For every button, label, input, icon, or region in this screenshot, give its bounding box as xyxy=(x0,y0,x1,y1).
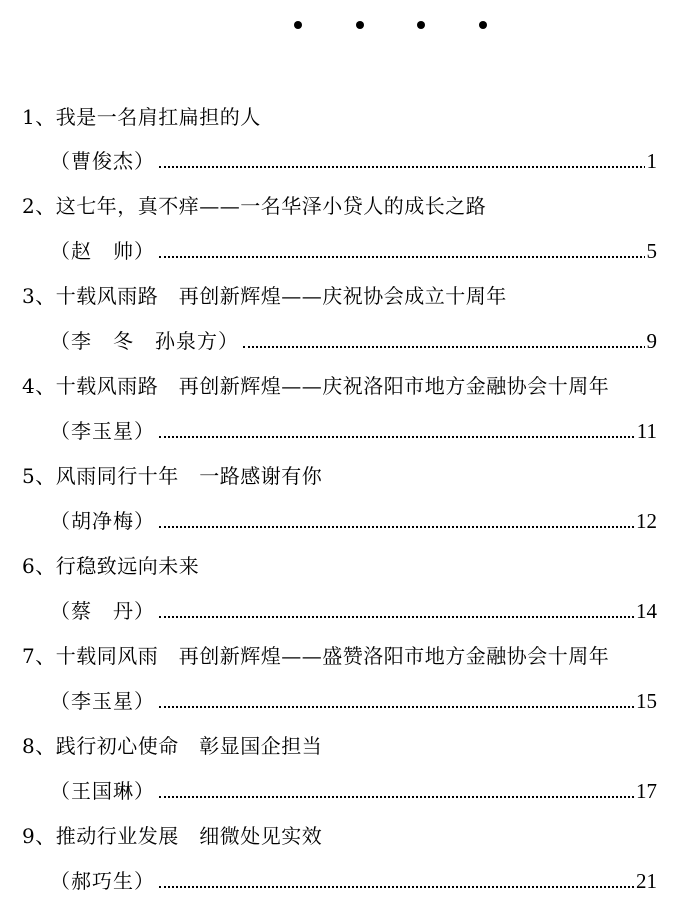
toc-entry-author-line[interactable] xyxy=(50,688,656,714)
toc-entry-title-text: 十载风雨路 再创新辉煌——庆祝洛阳市地方金融协会十周年 xyxy=(55,374,610,398)
toc-entry-author-line[interactable] xyxy=(50,328,656,354)
dot-leader xyxy=(159,615,654,618)
toc-entry-author: （李玉星） xyxy=(50,419,155,443)
toc-entry-number: 8、 xyxy=(22,734,56,758)
toc-entry-title[interactable] xyxy=(22,193,486,219)
toc-entry-title[interactable] xyxy=(22,463,322,489)
dot-leader xyxy=(159,525,654,528)
toc-entry-author-line[interactable] xyxy=(50,868,656,894)
toc-entry-author-line[interactable] xyxy=(50,148,656,174)
toc-entry-number: 9、 xyxy=(22,824,56,848)
toc-entry-author-line[interactable] xyxy=(50,418,656,444)
toc-entry-title[interactable] xyxy=(22,643,609,669)
toc-entry-title[interactable] xyxy=(22,823,322,849)
toc-entry-author-line[interactable] xyxy=(50,508,656,534)
toc-page-number: 9 xyxy=(646,329,657,353)
toc-entry-number: 2、 xyxy=(22,194,56,218)
toc-entry-title[interactable] xyxy=(22,104,261,130)
dot-leader xyxy=(159,255,654,258)
toc-entry-title[interactable] xyxy=(22,283,507,309)
dot-leader xyxy=(159,165,654,168)
toc-entry-author: （胡净梅） xyxy=(50,509,155,533)
toc-entry-author: （赵 帅） xyxy=(50,239,155,263)
toc-entry-number: 6、 xyxy=(22,554,56,578)
dot-leader xyxy=(243,345,654,348)
toc-page-number: 17 xyxy=(636,779,657,803)
toc-entry-author: （蔡 丹） xyxy=(50,599,155,623)
toc-entry-title[interactable] xyxy=(22,733,322,759)
bullet-dot-2 xyxy=(356,21,364,29)
dot-leader xyxy=(159,435,654,438)
bullet-dot-1 xyxy=(294,21,302,29)
toc-entry-author-line[interactable] xyxy=(50,778,656,804)
dot-leader xyxy=(159,705,654,708)
toc-entry-number: 4、 xyxy=(22,374,56,398)
toc-page-number: 12 xyxy=(636,509,657,533)
toc-entry-author-line[interactable] xyxy=(50,238,656,264)
toc-entry-number: 1、 xyxy=(22,105,56,129)
toc-entry-title-text: 我是一名肩扛扁担的人 xyxy=(55,105,261,129)
toc-entry-title-text: 风雨同行十年 一路感谢有你 xyxy=(55,464,323,488)
toc-entry-number: 5、 xyxy=(22,464,56,488)
toc-entry-title[interactable] xyxy=(22,373,609,399)
toc-entry-title-text: 行稳致远向未来 xyxy=(55,554,200,578)
toc-entry-title-text: 践行初心使命 彰显国企担当 xyxy=(55,734,323,758)
header-decoration xyxy=(0,14,700,38)
dot-leader xyxy=(159,885,654,888)
toc-page-number: 1 xyxy=(646,149,657,173)
toc-entry-author-line[interactable] xyxy=(50,598,656,624)
toc-entry-author: （曹俊杰） xyxy=(50,149,155,173)
toc-entry-author: （郝巧生） xyxy=(50,869,155,893)
toc-entry-number: 7、 xyxy=(22,644,56,668)
dot-leader xyxy=(159,795,654,798)
toc-entry-number: 3、 xyxy=(22,284,56,308)
toc-entry-title[interactable] xyxy=(22,553,199,579)
toc-entry-title-text: 十载风雨路 再创新辉煌——庆祝协会成立十周年 xyxy=(55,284,507,308)
toc-entry-author: （王国琳） xyxy=(50,779,155,803)
toc-page-number: 21 xyxy=(636,869,657,893)
toc-page-number: 11 xyxy=(636,419,657,443)
toc-entry-title-text: 推动行业发展 细微处见实效 xyxy=(55,824,323,848)
toc-page-number: 14 xyxy=(636,599,657,623)
toc-entry-title-text: 这七年，真不痒——一名华泽小贷人的成长之路 xyxy=(55,194,487,218)
toc-page-number: 15 xyxy=(636,689,657,713)
bullet-dot-4 xyxy=(479,21,487,29)
bullet-dot-3 xyxy=(417,21,425,29)
toc-entry-author: （李 冬 孙泉方） xyxy=(50,329,239,353)
toc-entry-title-text: 十载同风雨 再创新辉煌——盛赞洛阳市地方金融协会十周年 xyxy=(55,644,610,668)
toc-entry-author: （李玉星） xyxy=(50,689,155,713)
toc-page-number: 5 xyxy=(646,239,657,263)
